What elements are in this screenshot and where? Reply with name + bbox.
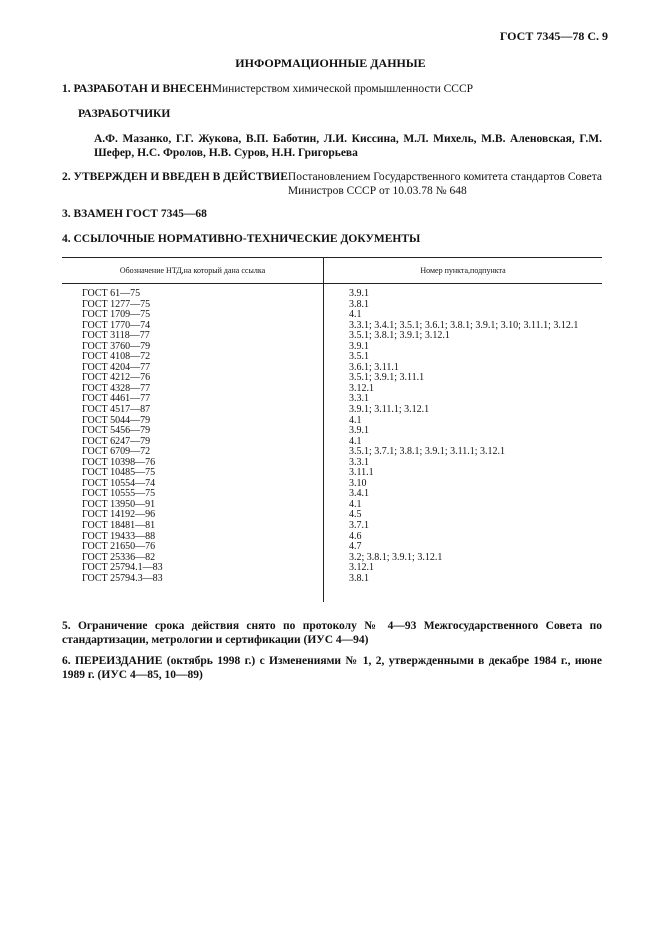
document-cell: ГОСТ 25336—82 xyxy=(82,551,156,563)
section-1-lead: 1. РАЗРАБОТАН И ВНЕСЕН xyxy=(62,83,212,95)
document-cell: ГОСТ 21650—76 xyxy=(82,541,156,553)
document-cell: ГОСТ 10485—75 xyxy=(82,467,156,479)
section-1-text: Министерством химической промышленности СССР xyxy=(211,83,474,95)
document-cell: ГОСТ 5044—79 xyxy=(82,414,151,426)
clause-cell: 3.10 xyxy=(349,477,367,489)
document-cell: ГОСТ 10398—76 xyxy=(82,456,156,468)
page-header: ГОСТ 7345—78 С. 9 xyxy=(499,29,608,43)
document-cell: ГОСТ 1770—74 xyxy=(82,319,151,331)
table-row xyxy=(62,405,602,416)
column-header-document: Обозначение НТД,на который дана ссылка xyxy=(119,266,266,275)
column-header-clause: Номер пункта,подпункта xyxy=(420,266,506,275)
clause-cell: 3.5.1 xyxy=(349,351,369,363)
document-cell: ГОСТ 10554—74 xyxy=(82,477,156,489)
clause-cell: 3.9.1; 3.11.1; 3.12.1 xyxy=(349,404,430,416)
clause-cell: 3.3.1 xyxy=(349,456,369,468)
clause-cell: 3.7.1 xyxy=(349,520,369,532)
document-cell: ГОСТ 25794.3—83 xyxy=(82,572,163,584)
document-cell: ГОСТ 4212—76 xyxy=(82,372,151,384)
document-cell: ГОСТ 61—75 xyxy=(82,288,141,299)
section-2-text: Постановлением Государственного комитета стандартов Совета Министров СССР от 10.03.78 № 648 xyxy=(287,171,602,197)
document-cell: ГОСТ 1709—75 xyxy=(82,309,151,321)
document-cell: ГОСТ 6709—72 xyxy=(82,446,151,458)
section-5: 5. Ограничение срока действия снято по протоколу № 4—93 Межгосударственного Совета по стандартизации, метрологии и сертификации (ИУС 4—94) xyxy=(62,620,602,646)
clause-cell: 3.9.1 xyxy=(349,425,369,437)
clause-cell: 3.5.1; 3.9.1; 3.11.1 xyxy=(349,372,425,384)
developers-title: РАЗРАБОТЧИКИ xyxy=(78,108,171,120)
clause-cell: 3.5.1; 3.7.1; 3.8.1; 3.9.1; 3.11.1; 3.12.1 xyxy=(349,446,506,458)
document-cell: ГОСТ 5456—79 xyxy=(82,425,151,437)
document-cell: ГОСТ 3118—77 xyxy=(82,330,150,342)
clause-cell: 4.1 xyxy=(349,498,362,510)
clause-cell: 3.2; 3.8.1; 3.9.1; 3.12.1 xyxy=(349,551,443,563)
clause-cell: 4.1 xyxy=(349,435,362,447)
developers-list: А.Ф. Мазанко, Г.Г. Жукова, В.П. Баботин, Л.И. Киссина, М.Л. Михель, М.В. Аленовская, Г.М. Шефер, Н.С. Фролов, Н.В. Суров, Н.Н. Григорьева xyxy=(94,133,602,159)
table-body xyxy=(62,289,602,584)
document-cell: ГОСТ 1277—75 xyxy=(82,298,151,310)
section-1 xyxy=(62,82,602,96)
table-row xyxy=(62,574,602,585)
section-3: 3. ВЗАМЕН ГОСТ 7345—68 xyxy=(62,208,207,220)
document-cell: ГОСТ 10555—75 xyxy=(82,488,156,500)
document-cell: ГОСТ 4461—77 xyxy=(82,393,151,405)
clause-cell: 3.3.1 xyxy=(349,393,369,405)
clause-cell: 3.11.1 xyxy=(349,467,374,479)
document-cell: ГОСТ 6247—79 xyxy=(82,435,151,447)
document-cell: ГОСТ 18481—81 xyxy=(82,520,156,532)
document-cell: ГОСТ 25794.1—83 xyxy=(82,562,163,574)
table-row xyxy=(62,521,602,532)
clause-cell: 3.8.1 xyxy=(349,298,369,310)
clause-cell: 4.1 xyxy=(349,309,362,321)
document-cell: ГОСТ 4517—87 xyxy=(82,404,151,416)
table-header xyxy=(62,258,602,284)
clause-cell: 3.6.1; 3.11.1 xyxy=(349,361,399,373)
references-table xyxy=(62,257,602,602)
clause-cell: 3.9.1 xyxy=(349,288,369,299)
clause-cell: 3.9.1 xyxy=(349,340,369,352)
clause-cell: 4.1 xyxy=(349,414,362,426)
document-cell: ГОСТ 19433—88 xyxy=(82,530,156,542)
section-6: 6. ПЕРЕИЗДАНИЕ (октябрь 1998 г.) с Изменениями № 1, 2, утвержденными в декабре 1984 г., июне 1989 г. (ИУС 4—85, 10—89) xyxy=(62,655,602,681)
document-cell: ГОСТ 3760—79 xyxy=(82,340,151,352)
clause-cell: 3.3.1; 3.4.1; 3.5.1; 3.6.1; 3.8.1; 3.9.1; 3.10; 3.11.1; 3.12.1 xyxy=(349,319,579,331)
clause-cell: 3.4.1 xyxy=(349,488,369,500)
document-cell: ГОСТ 13950—91 xyxy=(82,498,156,510)
clause-cell: 4.7 xyxy=(349,541,362,553)
page-title: ИНФОРМАЦИОННЫЕ ДАННЫЕ xyxy=(235,56,426,70)
clause-cell: 3.12.1 xyxy=(349,562,374,574)
document-cell: ГОСТ 14192—96 xyxy=(82,509,156,521)
clause-cell: 3.12.1 xyxy=(349,382,374,394)
document-cell: ГОСТ 4204—77 xyxy=(82,361,151,373)
section-4: 4. ССЫЛОЧНЫЕ НОРМАТИВНО-ТЕХНИЧЕСКИЕ ДОКУМЕНТЫ xyxy=(62,233,421,245)
clause-cell: 3.8.1 xyxy=(349,572,369,584)
section-2-lead: 2. УТВЕРЖДЕН И ВВЕДЕН В ДЕЙСТВИЕ xyxy=(62,171,288,183)
document-cell: ГОСТ 4328—77 xyxy=(82,382,151,394)
table-row xyxy=(62,289,602,300)
clause-cell: 4.6 xyxy=(349,530,362,542)
clause-cell: 4.5 xyxy=(349,509,362,521)
document-cell: ГОСТ 4108—72 xyxy=(82,351,151,363)
clause-cell: 3.5.1; 3.8.1; 3.9.1; 3.12.1 xyxy=(349,330,450,342)
section-2 xyxy=(62,170,602,197)
